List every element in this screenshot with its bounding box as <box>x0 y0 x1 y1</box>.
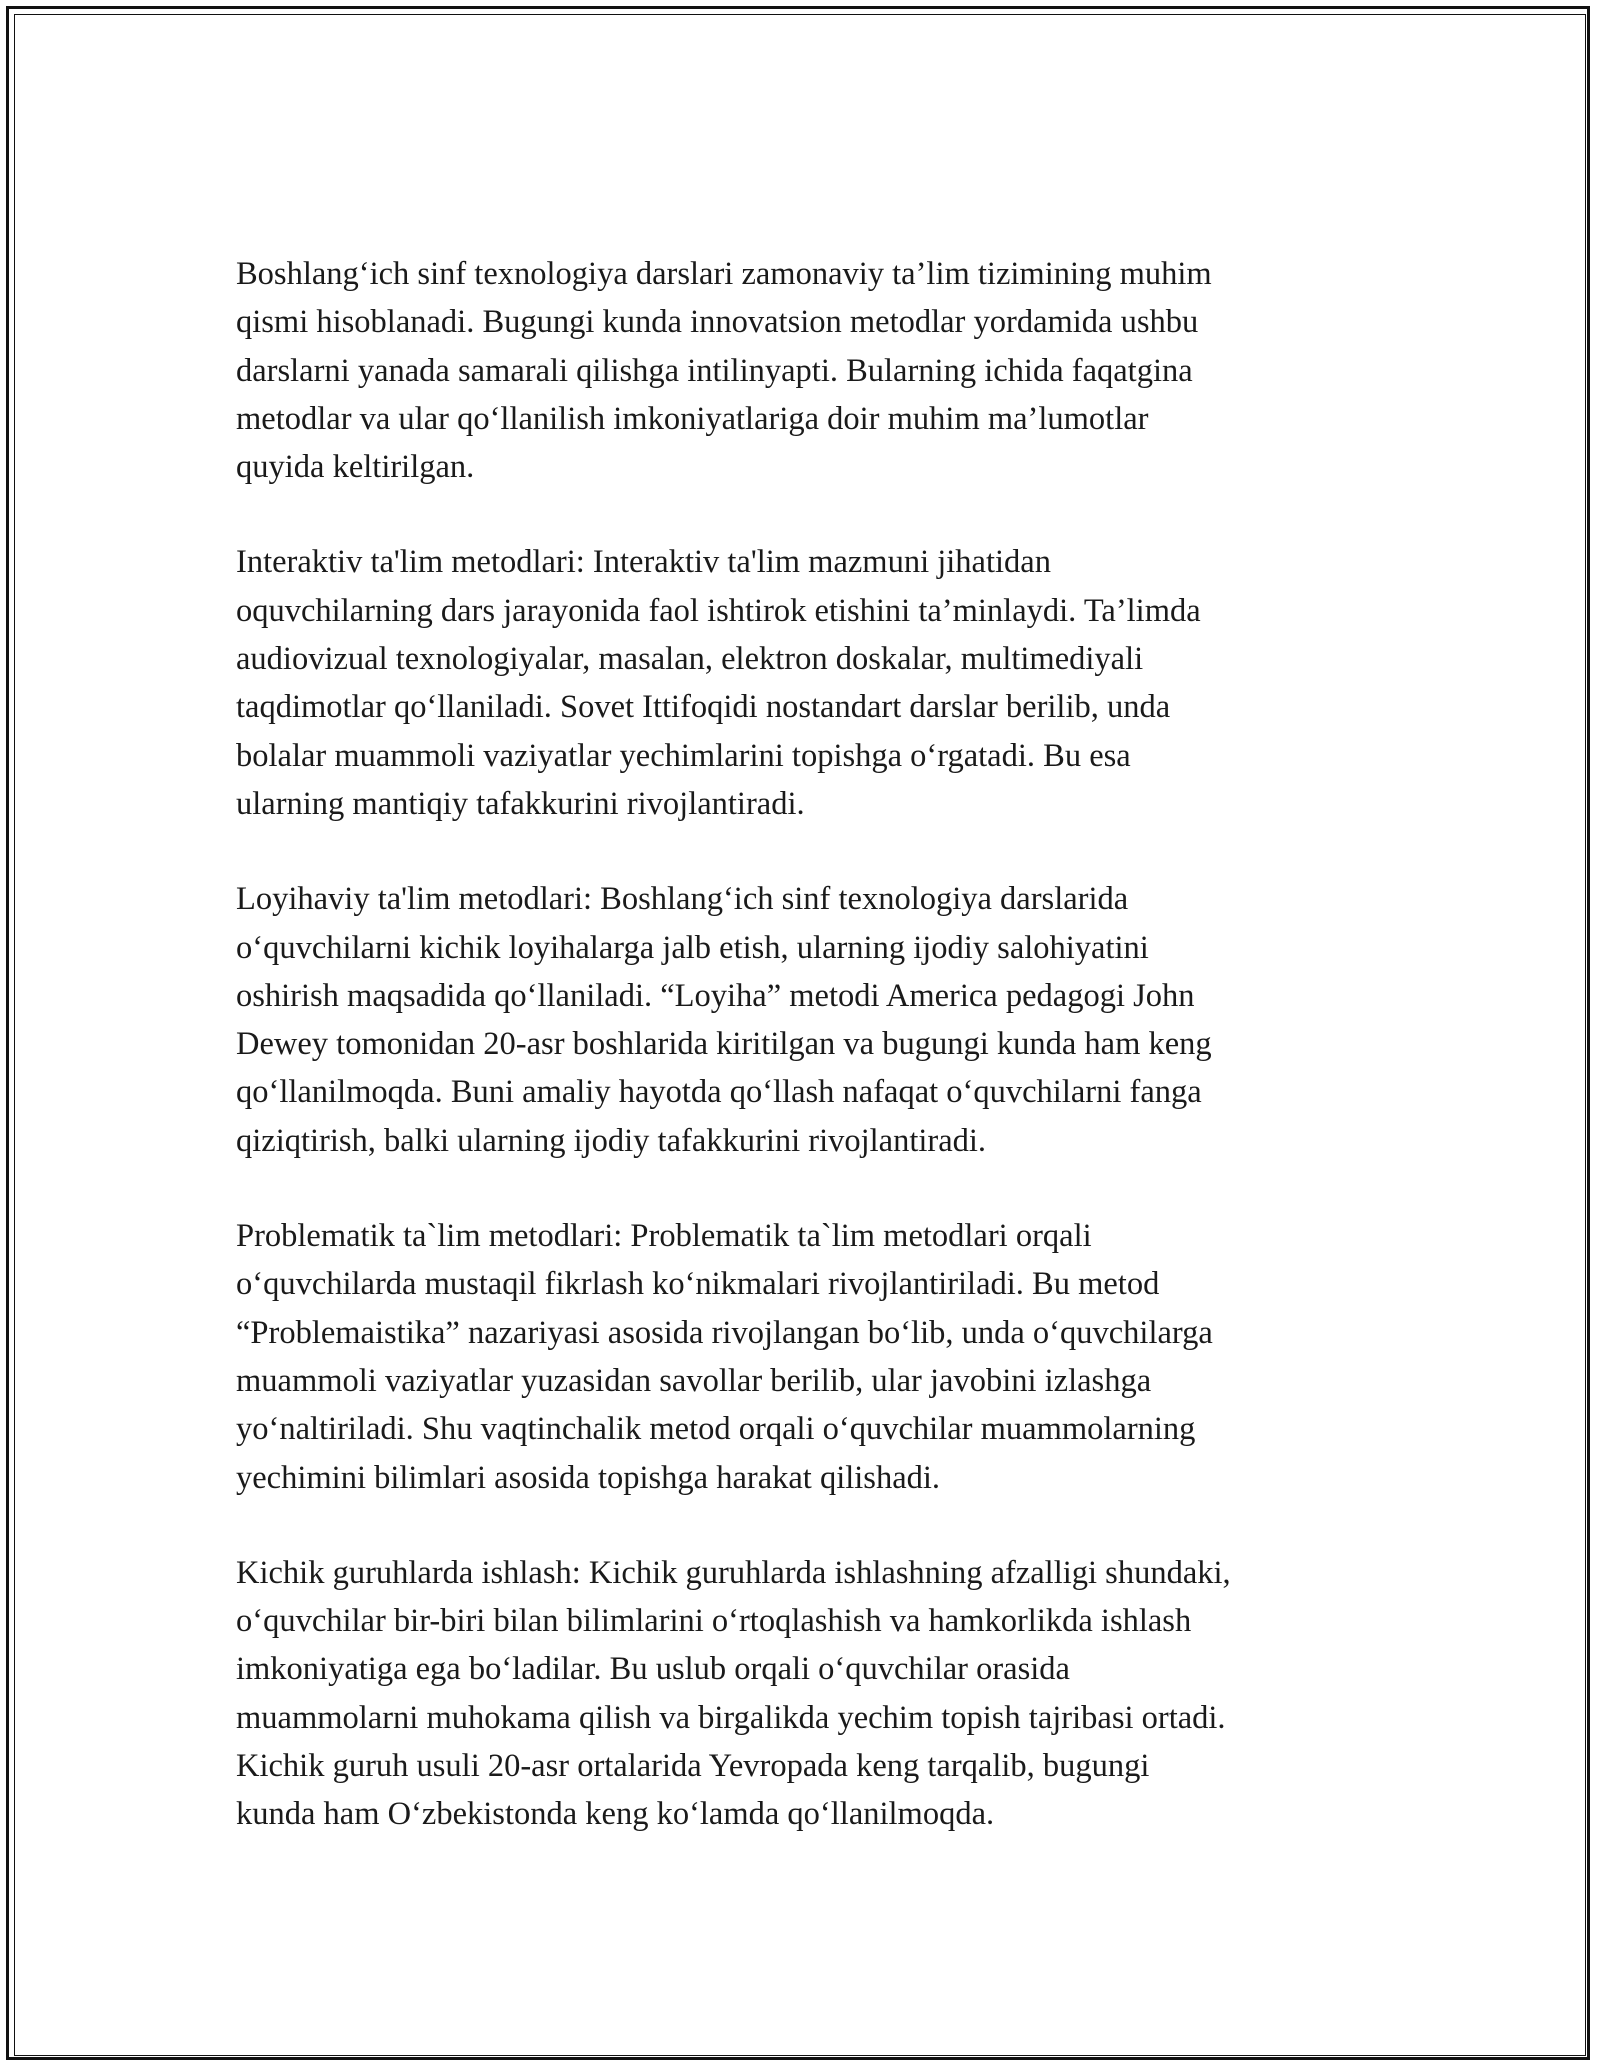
paragraph-small-groups: Kichik guruhlarda ishlash: Kichik guruhlarda ishlashning afzalligi shundaki, o‘quvchilar bir-biri bilan bilimlarini o‘rtoqlashish va hamkorlikda ishlash imkoniyatiga ega bo‘ladilar. Bu uslub orqali o‘quvchilar orasida muammolarni muhokama qilish va birgalikda yechim topish tajribasi ortadi. Kichik guruh usuli 20-asr ortalarida Yevropada keng tarqalib, bugungi kunda ham O‘zbekistonda keng ko‘lamda qo‘llanilmoqda. <box>236 1554 1231 1833</box>
paragraph-project-methods: Loyihaviy ta'lim metodlari: Boshlang‘ich sinf texnologiya darslarida o‘quvchilarni kichik loyihalarga jalb etish, ularning ijodiy salohiyatini oshirish maqsadida qo‘llaniladi. “Loyiha” metodi America pedagogi John Dewey tomonidan 20-asr boshlarida kiritilgan va bugungi kunda ham keng qo‘llanilmoqda. Buni amaliy hayotda qo‘llash nafaqat o‘quvchilarni fanga qiziqtirish, balki ularning ijodiy tafakkurini rivojlantiradi. <box>236 881 1212 1159</box>
paragraph-intro: Boshlang‘ich sinf texnologiya darslari zamonaviy ta’lim tizimining muhim qismi hisoblanadi. Bugungi kunda innovatsion metodlar yordamida ushbu darslarni yanada samarali qilishga intilinyapti. Bularning ichida faqatgina metodlar va ular qo‘llanilish imkoniyatlariga doir muhim ma’lumotlar quyida keltirilgan. <box>236 256 1212 486</box>
paragraph-problem-methods: Problematik ta`lim metodlari: Problematik ta`lim metodlari orqali o‘quvchilarda mustaqil fikrlash ko‘nikmalari rivojlantiriladi. Bu metod “Problemaistika” nazariyasi asosida rivojlangan bo‘lib, unda o‘quvchilarga muammoli vaziyatlar yuzasidan savollar berilib, ular javobini izlashga yo‘naltiriladi. Shu vaqtinchalik metod orqali o‘quvchilar muammolarning yechimini bilimlari asosida topishga harakat qilishadi. <box>236 1218 1213 1496</box>
paragraph-interactive-methods: Interaktiv ta'lim metodlari: Interaktiv ta'lim mazmuni jihatidan oquvchilarning dars jarayonida faol ishtirok etishini ta’minlaydi. Ta’limda audiovizual texnologiyalar, masalan, elektron doskalar, multimediyali taqdimotlar qo‘llaniladi. Sovet Ittifoqidi nostandart darslar berilib, unda bolalar muammoli vaziyatlar yechimlarini topishga o‘rgatadi. Bu esa ularning mantiqiy tafakkurini rivojlantiradi. <box>236 544 1201 822</box>
document-body <box>236 250 1376 1839</box>
